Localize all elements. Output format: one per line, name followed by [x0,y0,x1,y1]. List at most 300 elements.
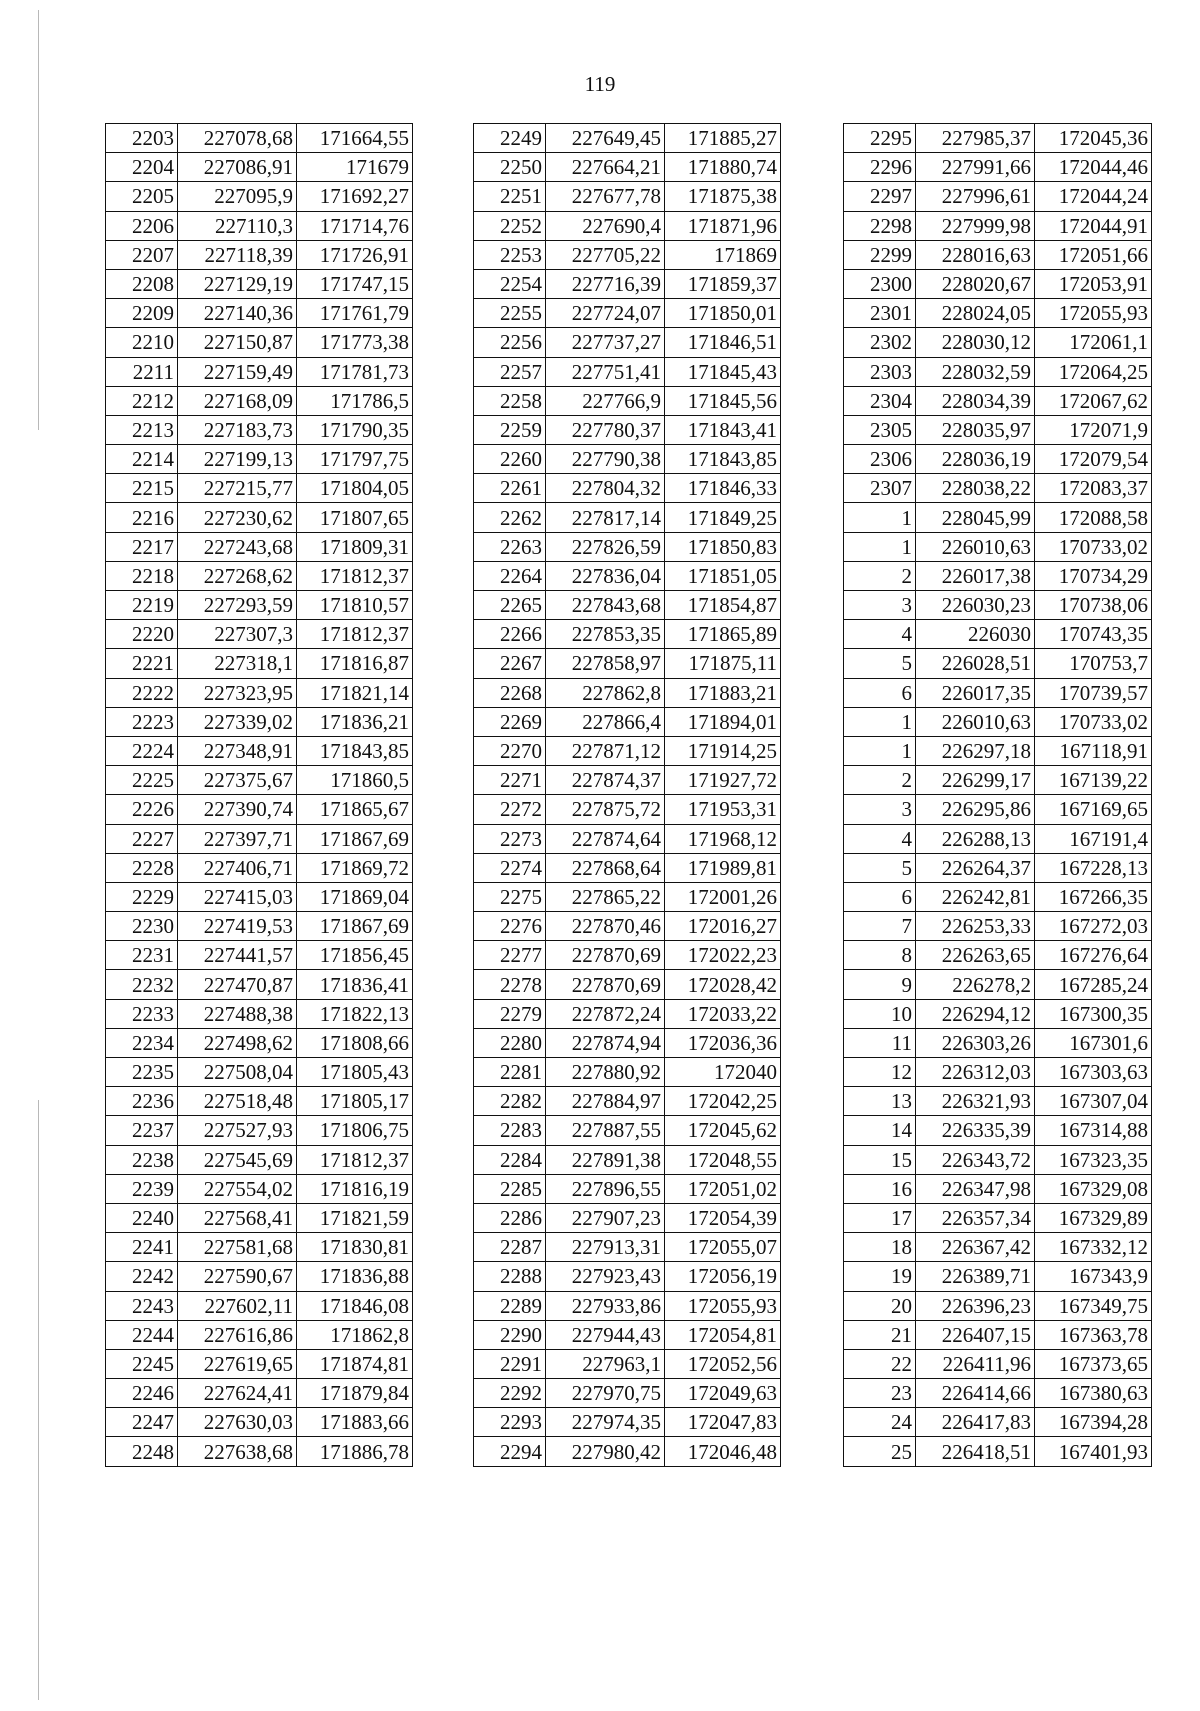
x-coordinate-cell: 227874,37 [546,766,665,795]
table-row [844,649,1152,678]
table-row [844,503,1152,532]
y-coordinate-cell: 172001,26 [665,882,781,911]
point-number-cell: 22 [844,1349,916,1378]
y-coordinate-cell: 172079,54 [1035,445,1152,474]
point-number-cell: 2302 [844,328,916,357]
y-coordinate-cell: 167343,9 [1035,1262,1152,1291]
y-coordinate-cell: 170733,02 [1035,532,1152,561]
y-coordinate-cell: 171836,41 [297,970,413,999]
y-coordinate-cell: 171859,37 [665,269,781,298]
x-coordinate-cell: 226321,93 [916,1087,1035,1116]
y-coordinate-cell: 171804,05 [297,474,413,503]
table-row [474,1437,781,1466]
point-number-cell: 2212 [106,386,178,415]
y-coordinate-cell: 167394,28 [1035,1408,1152,1437]
x-coordinate-cell: 226417,83 [916,1408,1035,1437]
x-coordinate-cell: 226335,39 [916,1116,1035,1145]
point-number-cell: 2264 [474,561,546,590]
x-coordinate-cell: 227751,41 [546,357,665,386]
y-coordinate-cell: 171914,25 [665,736,781,765]
y-coordinate-cell: 171927,72 [665,766,781,795]
point-number-cell: 2 [844,561,916,590]
table-row [844,561,1152,590]
table-row [106,1145,413,1174]
point-number-cell: 2306 [844,445,916,474]
point-number-cell: 2221 [106,649,178,678]
x-coordinate-cell: 227974,35 [546,1408,665,1437]
table-row [844,328,1152,357]
y-coordinate-cell: 170734,29 [1035,561,1152,590]
table-row [844,1291,1152,1320]
point-number-cell: 2248 [106,1437,178,1466]
y-coordinate-cell: 171797,75 [297,445,413,474]
x-coordinate-cell: 228020,67 [916,269,1035,298]
point-number-cell: 2218 [106,561,178,590]
y-coordinate-cell: 172016,27 [665,912,781,941]
x-coordinate-cell: 227766,9 [546,386,665,415]
y-coordinate-cell: 170738,06 [1035,591,1152,620]
x-coordinate-cell: 227488,38 [178,999,297,1028]
x-coordinate-cell: 226028,51 [916,649,1035,678]
table-row [474,211,781,240]
point-number-cell: 2276 [474,912,546,941]
x-coordinate-cell: 227923,43 [546,1262,665,1291]
y-coordinate-cell: 170739,57 [1035,678,1152,707]
x-coordinate-cell: 227871,12 [546,736,665,765]
y-coordinate-cell: 171845,43 [665,357,781,386]
x-coordinate-cell: 228035,97 [916,415,1035,444]
y-coordinate-cell: 172071,9 [1035,415,1152,444]
table-row [474,999,781,1028]
x-coordinate-cell: 226407,15 [916,1320,1035,1349]
x-coordinate-cell: 227836,04 [546,561,665,590]
y-coordinate-cell: 171816,19 [297,1174,413,1203]
table-row [106,1028,413,1057]
y-coordinate-cell: 172022,23 [665,941,781,970]
table-row [106,1379,413,1408]
point-number-cell: 2249 [474,124,546,153]
point-number-cell: 2300 [844,269,916,298]
table-row [474,386,781,415]
table-row [844,766,1152,795]
point-number-cell: 2205 [106,182,178,211]
point-number-cell: 2240 [106,1203,178,1232]
table-row [844,299,1152,328]
x-coordinate-cell: 226253,33 [916,912,1035,941]
table-row [844,795,1152,824]
x-coordinate-cell: 227970,75 [546,1379,665,1408]
table-row [474,240,781,269]
table-row [844,1145,1152,1174]
x-coordinate-cell: 227545,69 [178,1145,297,1174]
table-row [844,1233,1152,1262]
x-coordinate-cell: 227933,86 [546,1291,665,1320]
y-coordinate-cell: 171810,57 [297,591,413,620]
point-number-cell: 2253 [474,240,546,269]
table-row [106,707,413,736]
y-coordinate-cell: 171989,81 [665,853,781,882]
y-coordinate-cell: 172044,91 [1035,211,1152,240]
table-row [844,707,1152,736]
y-coordinate-cell: 172054,39 [665,1203,781,1232]
x-coordinate-cell: 227419,53 [178,912,297,941]
x-coordinate-cell: 227508,04 [178,1058,297,1087]
table-row [474,970,781,999]
coordinates-table-2 [473,123,781,1467]
y-coordinate-cell: 172045,62 [665,1116,781,1145]
table-row [474,1174,781,1203]
x-coordinate-cell: 227415,03 [178,882,297,911]
table-row [106,415,413,444]
y-coordinate-cell: 172044,24 [1035,182,1152,211]
x-coordinate-cell: 228036,19 [916,445,1035,474]
point-number-cell: 2274 [474,853,546,882]
point-number-cell: 2214 [106,445,178,474]
table-row [106,386,413,415]
point-number-cell: 16 [844,1174,916,1203]
y-coordinate-cell: 172028,42 [665,970,781,999]
x-coordinate-cell: 227913,31 [546,1233,665,1262]
table-row [844,1116,1152,1145]
point-number-cell: 2269 [474,707,546,736]
x-coordinate-cell: 227078,68 [178,124,297,153]
y-coordinate-cell: 171865,67 [297,795,413,824]
table-row [844,1174,1152,1203]
x-coordinate-cell: 227307,3 [178,620,297,649]
y-coordinate-cell: 171781,73 [297,357,413,386]
table-row [474,824,781,853]
point-number-cell: 20 [844,1291,916,1320]
y-coordinate-cell: 167266,35 [1035,882,1152,911]
table-row [106,211,413,240]
table-row [474,1408,781,1437]
y-coordinate-cell: 171786,5 [297,386,413,415]
table-row [106,912,413,941]
x-coordinate-cell: 226389,71 [916,1262,1035,1291]
x-coordinate-cell: 227804,32 [546,474,665,503]
y-coordinate-cell: 172055,93 [665,1291,781,1320]
x-coordinate-cell: 227095,9 [178,182,297,211]
table-row [844,1058,1152,1087]
point-number-cell: 2227 [106,824,178,853]
point-number-cell: 2223 [106,707,178,736]
y-coordinate-cell: 172088,58 [1035,503,1152,532]
x-coordinate-cell: 226343,72 [916,1145,1035,1174]
point-number-cell: 2242 [106,1262,178,1291]
x-coordinate-cell: 227268,62 [178,561,297,590]
point-number-cell: 5 [844,853,916,882]
point-number-cell: 25 [844,1437,916,1466]
x-coordinate-cell: 227985,37 [916,124,1035,153]
x-coordinate-cell: 228038,22 [916,474,1035,503]
table-row [844,970,1152,999]
point-number-cell: 2231 [106,941,178,970]
x-coordinate-cell: 227554,02 [178,1174,297,1203]
point-number-cell: 2251 [474,182,546,211]
table-row [106,795,413,824]
point-number-cell: 2247 [106,1408,178,1437]
x-coordinate-cell: 227581,68 [178,1233,297,1262]
y-coordinate-cell: 171879,84 [297,1379,413,1408]
x-coordinate-cell: 227991,66 [916,153,1035,182]
x-coordinate-cell: 226294,12 [916,999,1035,1028]
x-coordinate-cell: 226295,86 [916,795,1035,824]
y-coordinate-cell: 171822,13 [297,999,413,1028]
y-coordinate-cell: 170753,7 [1035,649,1152,678]
x-coordinate-cell: 227624,41 [178,1379,297,1408]
x-coordinate-cell: 226242,81 [916,882,1035,911]
table-row [844,999,1152,1028]
y-coordinate-cell: 172055,07 [665,1233,781,1262]
x-coordinate-cell: 227168,09 [178,386,297,415]
table-row [106,970,413,999]
point-number-cell: 2284 [474,1145,546,1174]
table-row [474,1262,781,1291]
point-number-cell: 2222 [106,678,178,707]
x-coordinate-cell: 227619,65 [178,1349,297,1378]
table-row [474,882,781,911]
point-number-cell: 2270 [474,736,546,765]
point-number-cell: 2299 [844,240,916,269]
point-number-cell: 2292 [474,1379,546,1408]
scan-edge-line [38,1100,39,1700]
point-number-cell: 2290 [474,1320,546,1349]
table-row [474,736,781,765]
y-coordinate-cell: 171816,87 [297,649,413,678]
table-row [474,357,781,386]
point-number-cell: 5 [844,649,916,678]
point-number-cell: 17 [844,1203,916,1232]
point-number-cell: 2203 [106,124,178,153]
x-coordinate-cell: 227616,86 [178,1320,297,1349]
y-coordinate-cell: 171865,89 [665,620,781,649]
point-number-cell: 2250 [474,153,546,182]
table-row [844,1379,1152,1408]
table-body [844,124,1152,1467]
x-coordinate-cell: 226030,23 [916,591,1035,620]
point-number-cell: 2271 [474,766,546,795]
x-coordinate-cell: 227498,62 [178,1028,297,1057]
x-coordinate-cell: 226312,03 [916,1058,1035,1087]
point-number-cell: 2245 [106,1349,178,1378]
point-number-cell: 9 [844,970,916,999]
point-number-cell: 2295 [844,124,916,153]
y-coordinate-cell: 171968,12 [665,824,781,853]
table-row [106,591,413,620]
x-coordinate-cell: 226288,13 [916,824,1035,853]
y-coordinate-cell: 171846,51 [665,328,781,357]
table-row [474,1116,781,1145]
y-coordinate-cell: 171845,56 [665,386,781,415]
table-row [474,707,781,736]
y-coordinate-cell: 172056,19 [665,1262,781,1291]
table-row [474,853,781,882]
table-row [106,474,413,503]
point-number-cell: 1 [844,503,916,532]
point-number-cell: 2235 [106,1058,178,1087]
table-row [474,503,781,532]
y-coordinate-cell: 167332,12 [1035,1233,1152,1262]
table-row [106,503,413,532]
x-coordinate-cell: 227880,92 [546,1058,665,1087]
table-row [844,824,1152,853]
table-row [474,795,781,824]
table-row [106,357,413,386]
point-number-cell: 1 [844,707,916,736]
x-coordinate-cell: 228032,59 [916,357,1035,386]
x-coordinate-cell: 228024,05 [916,299,1035,328]
x-coordinate-cell: 227862,8 [546,678,665,707]
y-coordinate-cell: 171836,88 [297,1262,413,1291]
y-coordinate-cell: 171874,81 [297,1349,413,1378]
y-coordinate-cell: 171860,5 [297,766,413,795]
point-number-cell: 2307 [844,474,916,503]
point-number-cell: 2234 [106,1028,178,1057]
table-row [844,912,1152,941]
point-number-cell: 2217 [106,532,178,561]
y-coordinate-cell: 172033,22 [665,999,781,1028]
point-number-cell: 2252 [474,211,546,240]
table-row [474,532,781,561]
point-number-cell: 2287 [474,1233,546,1262]
x-coordinate-cell: 227817,14 [546,503,665,532]
y-coordinate-cell: 172036,36 [665,1028,781,1057]
table-row [474,153,781,182]
y-coordinate-cell: 171894,01 [665,707,781,736]
x-coordinate-cell: 228016,63 [916,240,1035,269]
coordinates-table-3 [843,123,1152,1467]
point-number-cell: 2259 [474,415,546,444]
table-row [474,474,781,503]
x-coordinate-cell: 227118,39 [178,240,297,269]
point-number-cell: 24 [844,1408,916,1437]
y-coordinate-cell: 171773,38 [297,328,413,357]
point-number-cell: 2232 [106,970,178,999]
table-row [474,766,781,795]
x-coordinate-cell: 227724,07 [546,299,665,328]
table-row [474,941,781,970]
table-row [474,1233,781,1262]
x-coordinate-cell: 227590,67 [178,1262,297,1291]
table-row [106,328,413,357]
table-row [844,240,1152,269]
y-coordinate-cell: 171821,14 [297,678,413,707]
table-row [474,1058,781,1087]
x-coordinate-cell: 227518,48 [178,1087,297,1116]
point-number-cell: 2215 [106,474,178,503]
table-row [474,182,781,211]
table-row [106,853,413,882]
x-coordinate-cell: 227140,36 [178,299,297,328]
x-coordinate-cell: 227527,93 [178,1116,297,1145]
point-number-cell: 1 [844,736,916,765]
table-row [474,1145,781,1174]
point-number-cell: 2225 [106,766,178,795]
y-coordinate-cell: 172049,63 [665,1379,781,1408]
point-number-cell: 2246 [106,1379,178,1408]
y-coordinate-cell: 171805,17 [297,1087,413,1116]
y-coordinate-cell: 172055,93 [1035,299,1152,328]
y-coordinate-cell: 171747,15 [297,269,413,298]
point-number-cell: 2278 [474,970,546,999]
table-row [106,182,413,211]
table-row [106,124,413,153]
point-number-cell: 2286 [474,1203,546,1232]
point-number-cell: 13 [844,1087,916,1116]
y-coordinate-cell: 167323,35 [1035,1145,1152,1174]
point-number-cell: 6 [844,882,916,911]
y-coordinate-cell: 171664,55 [297,124,413,153]
point-number-cell: 2304 [844,386,916,415]
x-coordinate-cell: 226299,17 [916,766,1035,795]
table-row [844,736,1152,765]
table-row [106,561,413,590]
point-number-cell: 2283 [474,1116,546,1145]
y-coordinate-cell: 171869 [665,240,781,269]
table-row [474,415,781,444]
table-row [474,649,781,678]
point-number-cell: 2243 [106,1291,178,1320]
x-coordinate-cell: 226010,63 [916,707,1035,736]
table-row [844,386,1152,415]
x-coordinate-cell: 226010,63 [916,532,1035,561]
table-row [106,1437,413,1466]
y-coordinate-cell: 167118,91 [1035,736,1152,765]
point-number-cell: 2237 [106,1116,178,1145]
y-coordinate-cell: 171850,83 [665,532,781,561]
table-row [106,1233,413,1262]
point-number-cell: 2305 [844,415,916,444]
x-coordinate-cell: 227159,49 [178,357,297,386]
x-coordinate-cell: 227790,38 [546,445,665,474]
table-row [844,853,1152,882]
point-number-cell: 2256 [474,328,546,357]
point-number-cell: 2257 [474,357,546,386]
x-coordinate-cell: 227870,46 [546,912,665,941]
point-number-cell: 2277 [474,941,546,970]
x-coordinate-cell: 226303,26 [916,1028,1035,1057]
point-number-cell: 2254 [474,269,546,298]
y-coordinate-cell: 167300,35 [1035,999,1152,1028]
y-coordinate-cell: 172067,62 [1035,386,1152,415]
point-number-cell: 2210 [106,328,178,357]
x-coordinate-cell: 227397,71 [178,824,297,853]
table-row [844,269,1152,298]
y-coordinate-cell: 171806,75 [297,1116,413,1145]
x-coordinate-cell: 227638,68 [178,1437,297,1466]
point-number-cell: 2226 [106,795,178,824]
x-coordinate-cell: 227865,22 [546,882,665,911]
y-coordinate-cell: 171883,66 [297,1408,413,1437]
point-number-cell: 2303 [844,357,916,386]
point-number-cell: 2291 [474,1349,546,1378]
page-number: 119 [584,72,616,96]
y-coordinate-cell: 167272,03 [1035,912,1152,941]
point-number-cell: 8 [844,941,916,970]
table-row [106,269,413,298]
x-coordinate-cell: 227870,69 [546,941,665,970]
y-coordinate-cell: 167285,24 [1035,970,1152,999]
y-coordinate-cell: 171821,59 [297,1203,413,1232]
y-coordinate-cell: 167228,13 [1035,853,1152,882]
table-row [474,124,781,153]
table-row [844,415,1152,444]
table-row [106,649,413,678]
x-coordinate-cell: 227390,74 [178,795,297,824]
y-coordinate-cell: 172051,02 [665,1174,781,1203]
x-coordinate-cell: 227866,4 [546,707,665,736]
point-number-cell: 2294 [474,1437,546,1466]
